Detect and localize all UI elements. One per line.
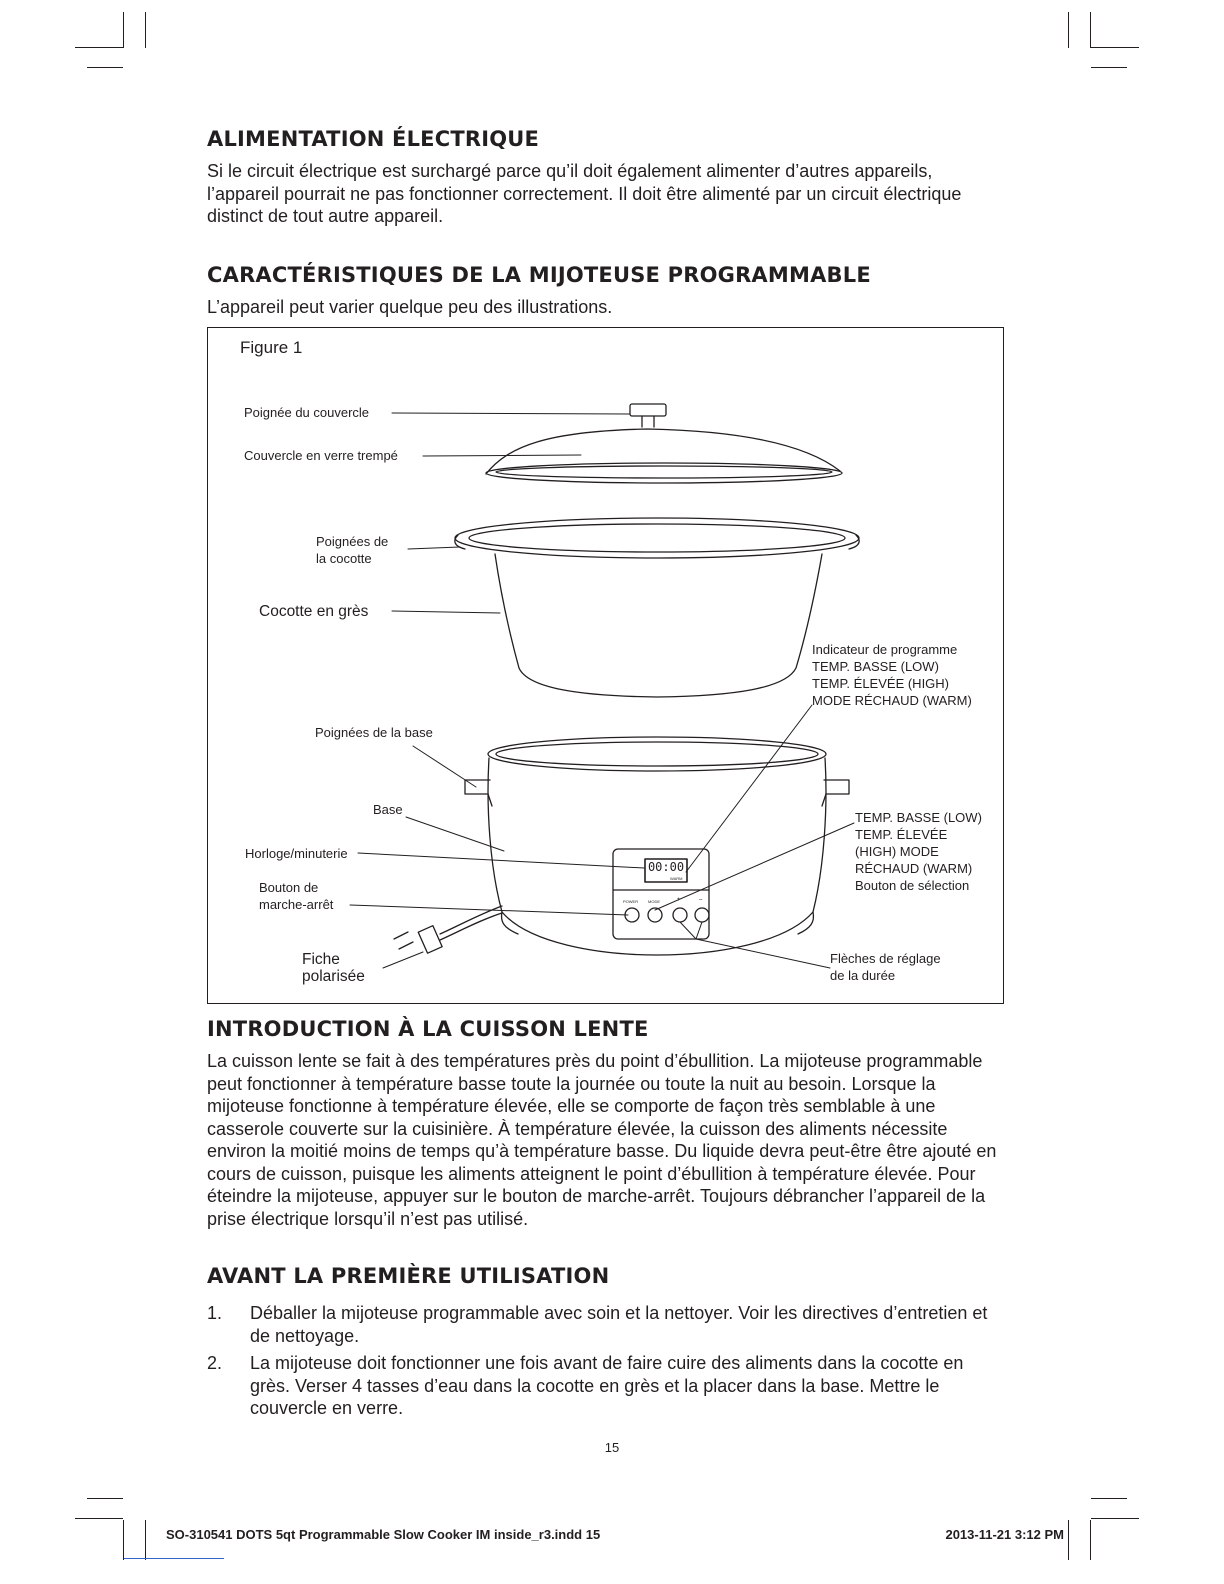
label-select-button: TEMP. BASSE (LOW) TEMP. ÉLEVÉE (HIGH) MODE RÉCHAUD (WARM) Bouton de sélection — [855, 810, 982, 893]
list-item-number: 1. — [207, 1303, 223, 1323]
crop-mark — [124, 1558, 224, 1559]
label-lid-handle: Poignée du couvercle — [244, 405, 370, 420]
crop-mark — [1091, 1498, 1127, 1499]
glass-lid-drawing — [486, 429, 842, 483]
figure-1 — [207, 327, 1004, 1004]
crop-mark — [1090, 1520, 1091, 1560]
figure-title: Figure 1 — [240, 338, 303, 357]
list-item-number: 2. — [207, 1353, 223, 1373]
label-base-handles: Poignées de la base — [315, 725, 433, 740]
footer-date: 2013-11-21 3:12 PM — [945, 1527, 1064, 1542]
label-power-button: Bouton de marche-arrêt — [259, 880, 334, 912]
label-clock: Horloge/minuterie — [245, 846, 348, 861]
crop-mark — [1068, 12, 1069, 48]
label-stoneware: Cocotte en grès — [259, 603, 369, 620]
list-item-text: La mijoteuse doit fonctionner une fois avant de faire cuire des aliments dans la cocotte en grès. Verser 4 tasses d’eau dans la cocotte en grès et la placer dans la base. Mettre le couvercle en verre. — [250, 1353, 964, 1418]
clock-display: 00:00 — [647, 860, 685, 874]
stoneware-crock-drawing — [455, 518, 859, 697]
intro-heading: INTRODUCTION À LA CUISSON LENTE — [207, 1017, 649, 1041]
list-item — [207, 1352, 1007, 1420]
list-item-text: Déballer la mijoteuse programmable avec soin et la nettoyer. Voir les directives d’entretien et de nettoyage. — [250, 1303, 988, 1346]
before-first-use-heading: AVANT LA PREMIÈRE UTILISATION — [207, 1264, 610, 1288]
crop-mark — [1091, 47, 1139, 48]
mode-button-label: MODE — [648, 899, 660, 904]
crop-mark — [87, 1498, 123, 1499]
crop-mark — [75, 1518, 123, 1519]
power-heading: ALIMENTATION ÉLECTRIQUE — [207, 127, 540, 151]
label-program-indicator: Indicateur de programme TEMP. BASSE (LOW) TEMP. ÉLEVÉE (HIGH) MODE RÉCHAUD (WARM) — [812, 642, 972, 708]
page-number: 15 — [604, 1440, 620, 1455]
power-button-label: POWER — [623, 899, 639, 904]
label-plug: Fiche polarisée — [302, 951, 365, 985]
features-heading: CARACTÉRISTIQUES DE LA MIJOTEUSE PROGRAMMABLE — [207, 263, 871, 287]
lid-knob-drawing — [630, 404, 666, 427]
instructions-list — [207, 1302, 1007, 1425]
crop-mark — [1091, 1518, 1139, 1519]
label-time-arrows: Flèches de réglage de la durée — [830, 951, 941, 983]
label-glass-lid: Couvercle en verre trempé — [244, 448, 398, 463]
footer-file-name: SO-310541 DOTS 5qt Programmable Slow Cooker IM inside_r3.indd 15 — [166, 1527, 601, 1542]
crop-mark — [1090, 12, 1091, 48]
features-paragraph: L’appareil peut varier quelque peu des illustrations. — [207, 297, 613, 317]
power-paragraph: Si le circuit électrique est surchargé parce qu’il doit également alimenter d’autres appareils, l’appareil pourrait ne pas fonctionner correctement. Il doit être alimenté par un circuit électrique distinct de tout autre appareil. — [207, 161, 962, 226]
crop-mark — [123, 12, 124, 48]
leader-lines — [350, 413, 854, 968]
crop-mark — [87, 67, 123, 68]
intro-paragraph: La cuisson lente se fait à des températures près du point d’ébullition. La mijoteuse programmable peut fonctionner à température basse toute la journée ou toute la nuit au besoin. Lorsque la mijoteuse fonctionne à température élevée, elle se comporte de façon très semblable à une casserole couverte sur la cuisinière. À température élevée, la cuisson des aliments nécessite environ la moitié moins de temps qu’à température basse. Du liquide devra peut-être être ajouté en cours de cuisson, puisque les aliments atteignent le point d’ébullition à température élevée. Pour éteindre la mijoteuse, appuyer sur le bouton de marche-arrêt. Toujours débrancher l’appareil de la prise électrique lorsqu’il n’est pas utilisé. — [207, 1051, 997, 1229]
crop-mark — [145, 1520, 146, 1560]
crop-mark — [123, 1520, 124, 1560]
list-item — [207, 1302, 1007, 1347]
label-crock-handles: Poignées de la cocotte — [316, 534, 389, 566]
base-drawing — [394, 737, 849, 955]
label-base: Base — [373, 802, 403, 817]
warm-indicator: WARM — [670, 876, 683, 881]
crop-mark — [75, 47, 123, 48]
up-button-label: + — [677, 897, 681, 903]
crop-mark — [1068, 1520, 1069, 1560]
crop-mark — [145, 12, 146, 48]
crop-mark — [1091, 67, 1127, 68]
down-button-label: – — [699, 897, 703, 903]
